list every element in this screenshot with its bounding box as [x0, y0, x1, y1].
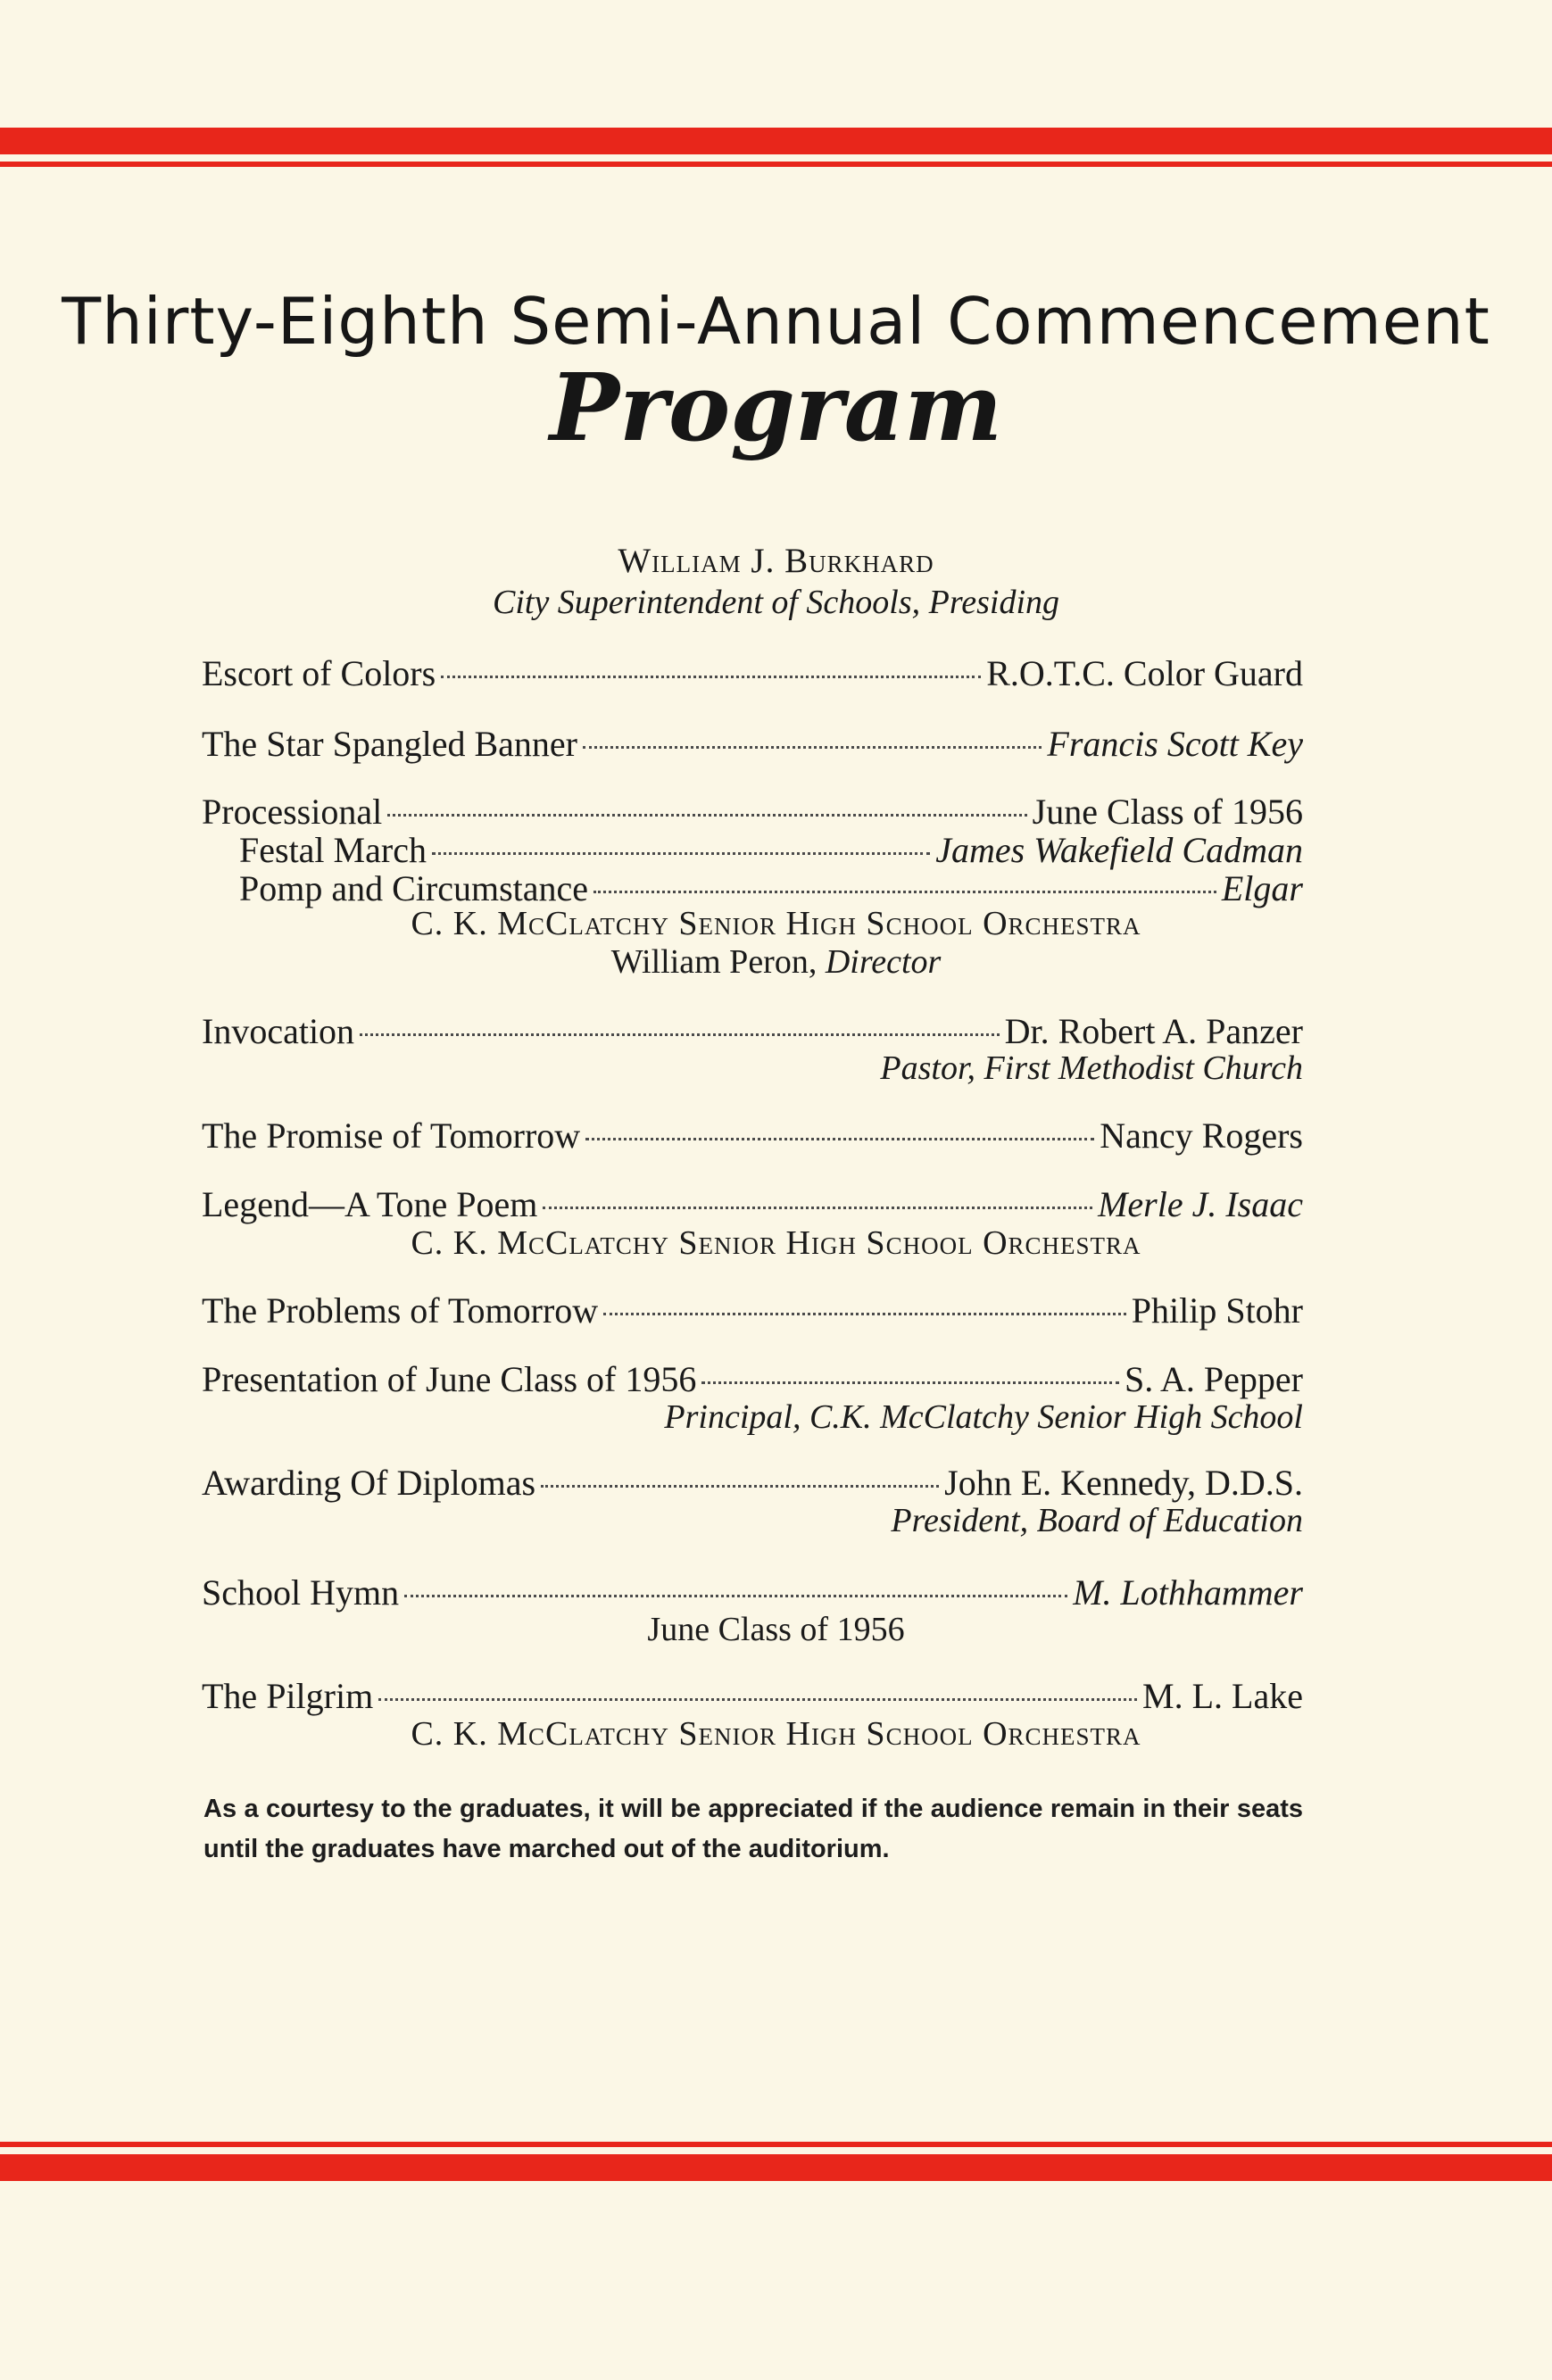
page-title: Thirty-Eighth Semi-Annual Commencement: [62, 284, 1490, 359]
program-item-promise: [202, 1116, 1303, 1156]
hymn-class: June Class of 1956: [647, 1611, 905, 1648]
item-performer: June Class of 1956: [1032, 792, 1303, 832]
item-label: The Pilgrim: [202, 1676, 374, 1716]
item-composer: Francis Scott Key: [1047, 724, 1303, 764]
dot-leader: [701, 1381, 1119, 1384]
top-border: [0, 128, 1552, 167]
item-label: The Problems of Tomorrow: [202, 1290, 599, 1331]
program-item-processional: [202, 792, 1303, 832]
dot-leader: [432, 852, 930, 855]
item-label: The Star Spangled Banner: [202, 724, 577, 764]
program-title: Program: [549, 352, 1003, 462]
presider-role: City Superintendent of Schools, Presiding: [492, 584, 1059, 621]
dot-leader: [441, 676, 981, 678]
invocation-note: Pastor, First Methodist Church: [880, 1049, 1303, 1087]
dot-leader: [360, 1033, 1000, 1036]
item-composer: M. L. Lake: [1142, 1676, 1303, 1716]
dot-leader: [378, 1698, 1137, 1701]
bottom-border: [0, 2142, 1552, 2181]
dot-leader: [543, 1207, 1092, 1209]
program-item-invocation: [202, 1012, 1303, 1051]
program-item-pomp: [239, 869, 1303, 908]
program-item-festal-march: [239, 831, 1303, 870]
item-performer: John E. Kennedy, D.D.S.: [944, 1463, 1303, 1503]
orchestra-credit: C. K. McClatchy Senior High School Orchestra: [411, 1224, 1141, 1262]
item-composer: Elgar: [1221, 868, 1303, 908]
item-label: The Promise of Tomorrow: [202, 1115, 581, 1156]
orchestra-credit: C. K. McClatchy Senior High School Orchestra: [411, 1715, 1141, 1753]
program-item-presentation: [202, 1360, 1303, 1399]
program-item-pilgrim: [202, 1677, 1303, 1716]
dot-leader: [541, 1485, 939, 1488]
program-item-hymn: [202, 1573, 1303, 1613]
orchestra-credit: C. K. McClatchy Senior High School Orchestra: [411, 905, 1141, 942]
dot-leader: [585, 1138, 1094, 1140]
item-label: Processional: [202, 792, 383, 832]
program-item-legend: [202, 1185, 1303, 1224]
presider-name: William J. Burkhard: [618, 542, 934, 580]
item-label: Presentation of June Class of 1956: [202, 1359, 697, 1399]
item-label: Escort of Colors: [202, 653, 436, 693]
dot-leader: [593, 891, 1216, 893]
director-name: William Peron,: [610, 943, 817, 981]
item-label: Awarding Of Diplomas: [202, 1463, 536, 1503]
dot-leader: [404, 1595, 1067, 1597]
program-item-escort: [202, 654, 1303, 693]
diplomas-note: President, Board of Education: [891, 1502, 1303, 1539]
item-label: Invocation: [202, 1011, 355, 1051]
program-item-diplomas: [202, 1464, 1303, 1503]
courtesy-note: As a courtesy to the graduates, it will be appreciated if the audience remain in their seats until the graduates have marched out of the auditorium.: [203, 1795, 1303, 1863]
item-performer: Nancy Rogers: [1100, 1115, 1303, 1156]
director-title: Director: [825, 943, 942, 981]
item-composer: Merle J. Isaac: [1098, 1184, 1303, 1224]
item-label: School Hymn: [202, 1572, 400, 1613]
presentation-note: Principal, C.K. McClatchy Senior High School: [664, 1398, 1303, 1436]
item-label: Pomp and Circumstance: [239, 868, 589, 908]
item-performer: Philip Stohr: [1131, 1290, 1303, 1331]
item-performer: Dr. Robert A. Panzer: [1004, 1011, 1303, 1051]
item-performer: R.O.T.C. Color Guard: [986, 653, 1303, 693]
director-credit: [0, 943, 1552, 981]
dot-leader: [583, 746, 1042, 749]
item-label: Festal March: [239, 830, 427, 870]
item-composer: James Wakefield Cadman: [935, 830, 1303, 870]
program-item-banner: [202, 725, 1303, 764]
item-performer: S. A. Pepper: [1125, 1359, 1303, 1399]
presider-block: [0, 541, 1552, 622]
item-label: Legend—A Tone Poem: [202, 1184, 538, 1224]
program-item-problems: [202, 1291, 1303, 1331]
item-composer: M. Lothhammer: [1073, 1572, 1303, 1613]
dot-leader: [603, 1313, 1126, 1315]
dot-leader: [387, 814, 1026, 817]
